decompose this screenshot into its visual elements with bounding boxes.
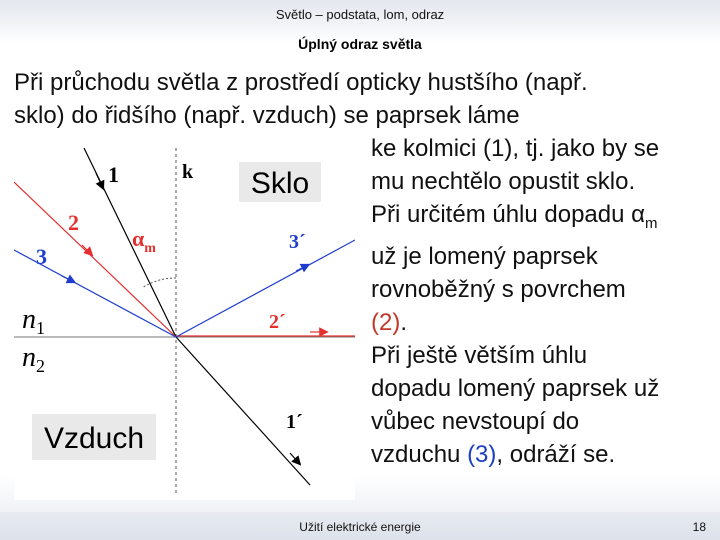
ray3-reflected-label: 3´ xyxy=(289,231,306,253)
explanation-line-10 xyxy=(371,438,716,471)
alpha-label xyxy=(132,226,156,256)
explanation-line-8: dopadu lomený paprsek už xyxy=(371,374,660,402)
ray3-reflected-arrow xyxy=(296,266,306,271)
explanation-line-3 xyxy=(371,198,716,240)
ray2-refracted-label: 2´ xyxy=(269,311,286,333)
explanation-line-6-end: . xyxy=(400,308,408,336)
explanation-line-10-b: , odráží se. xyxy=(496,440,616,468)
refraction-diagram xyxy=(14,140,355,500)
explanation-line-4: už je lomený paprsek xyxy=(371,242,598,270)
paragraph-line-2: sklo) do řidšího (např. vzduch) se paprsek láme xyxy=(14,102,520,129)
n1-subscript: 1 xyxy=(36,318,45,338)
explanation-line-3-text: Při určitém úhlu dopadu α xyxy=(371,201,646,228)
sklo-label: Sklo xyxy=(250,167,310,200)
header-subject: Světlo – podstata, lom, odraz xyxy=(275,7,445,22)
slide-title: Úplný odraz světla xyxy=(298,36,422,52)
vzduch-label: Vzduch xyxy=(43,422,145,455)
explanation-line-6 xyxy=(371,306,716,339)
n1-symbol: n xyxy=(22,304,36,335)
explanation-line-1: ke kolmici (1), tj. jako by se xyxy=(371,135,660,162)
alpha-symbol: α xyxy=(132,226,145,251)
n2-subscript: 2 xyxy=(36,356,45,376)
explanation-line-2: mu nechtělo opustit sklo. xyxy=(371,168,636,195)
ray3-reflected xyxy=(176,240,355,337)
normal-label: k xyxy=(182,161,194,183)
n2-symbol: n xyxy=(22,342,36,373)
alpha-m-subscript: m xyxy=(645,214,658,232)
explanation-text xyxy=(371,132,716,471)
explanation-line-5: rovnoběžný s povrchem xyxy=(371,275,626,303)
ref-3: (3) xyxy=(467,440,497,468)
intro-paragraph xyxy=(14,66,714,132)
refraction-diagram-svg xyxy=(14,140,355,500)
explanation-line-10-a: vzduchu xyxy=(371,440,468,468)
ref-2: (2) xyxy=(371,308,401,336)
alpha-arc xyxy=(142,278,176,288)
ray2-label: 2 xyxy=(68,210,79,235)
ray1-refracted-label: 1´ xyxy=(286,411,303,433)
ray1-label: 1 xyxy=(108,162,119,187)
presentation-footer xyxy=(0,512,720,540)
page-number: 18 xyxy=(692,520,706,534)
explanation-line-9: vůbec nevstoupí do xyxy=(371,407,580,435)
explanation-line-7: Při ještě větším úhlu xyxy=(371,341,588,369)
ray3-label: 3 xyxy=(36,244,47,269)
n2-label xyxy=(22,342,45,376)
ray1-arrow xyxy=(96,173,102,186)
n1-label xyxy=(22,304,45,338)
presentation-header xyxy=(0,0,720,28)
alpha-subscript: m xyxy=(144,241,156,256)
ray3-arrow xyxy=(62,276,72,281)
ray1-refracted-arrow xyxy=(290,453,298,462)
footer-title: Užití elektrické energie xyxy=(299,520,421,534)
paragraph-line-1: Při průchodu světla z prostředí opticky hustšího (např. xyxy=(14,69,588,96)
